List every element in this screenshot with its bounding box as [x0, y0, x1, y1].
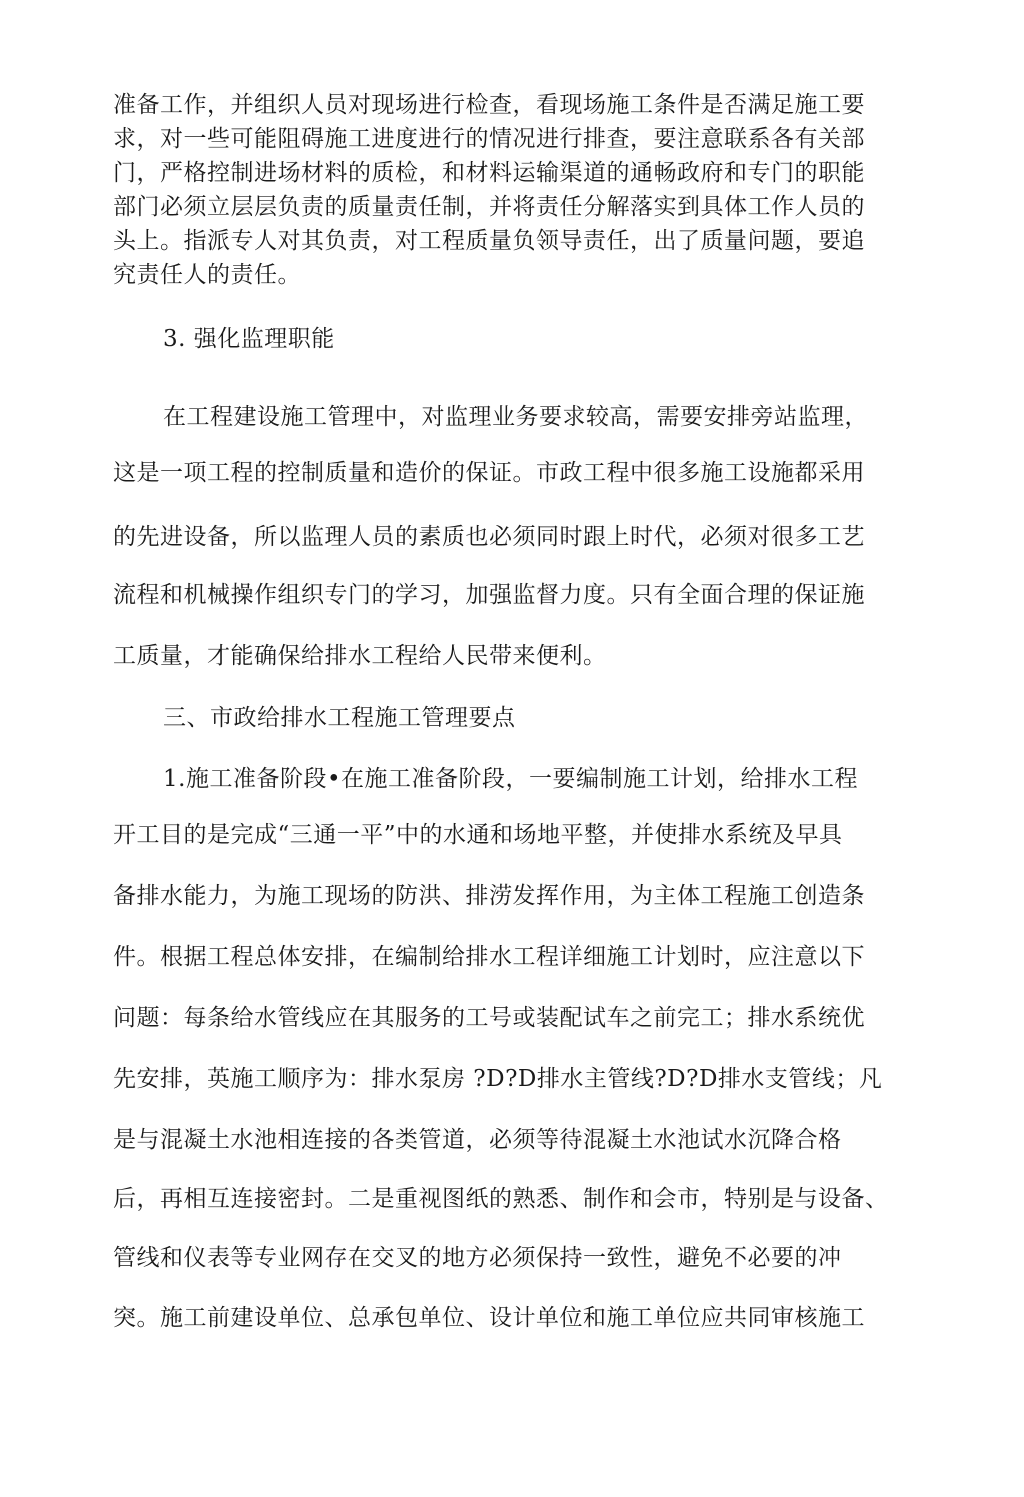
paragraph-line: 问题：每条给水管线应在其服务的工号或装配试车之前完工；排水系统优: [113, 1005, 865, 1031]
paragraph-line: 究责任人的责任。: [113, 262, 301, 288]
paragraph-line: 备排水能力，为施工现场的防洪、排涝发挥作用，为主体工程施工创造条: [113, 883, 865, 909]
paragraph-line: 管线和仪表等专业网存在交叉的地方必须保持一致性，避免不必要的冲: [113, 1245, 842, 1271]
paragraph-line: 在工程建设施工管理中，对监理业务要求较高，需要安排旁站监理，: [163, 404, 868, 430]
paragraph-line: 是与混凝土水池相连接的各类管道，必须等待混凝土水池试水沉降合格: [113, 1127, 842, 1153]
paragraph-line: 求，对一些可能阻碍施工进度进行的情况进行排查，要注意联系各有关部: [113, 126, 865, 152]
paragraph-line: 突。施工前建设单位、总承包单位、设计单位和施工单位应共同审核施工: [113, 1305, 865, 1331]
paragraph-line: 开工目的是完成“三通一平”中的水通和场地平整，并使排水系统及早具: [113, 822, 843, 848]
paragraph-line: 准备工作，并组织人员对现场进行检查，看现场施工条件是否满足施工要: [113, 92, 865, 118]
paragraph-line: 1.施工准备阶段•在施工准备阶段，一要编制施工计划，给排水工程: [163, 766, 859, 792]
paragraph-line: 件。根据工程总体安排，在编制给排水工程详细施工计划时，应注意以下: [113, 944, 865, 970]
paragraph-line: 先安排，英施工顺序为：排水泵房 ?D?D排水主管线?D?D排水支管线；凡: [113, 1066, 883, 1092]
paragraph-line: 头上。指派专人对其负责，对工程质量负领导责任，出了质量问题，要追: [113, 228, 865, 254]
paragraph-line: 部门必须立层层负责的质量责任制，并将责任分解落实到具体工作人员的: [113, 194, 865, 220]
paragraph-line: 工质量，才能确保给排水工程给人民带来便利。: [113, 643, 607, 669]
paragraph-line: 的先进设备，所以监理人员的素质也必须同时跟上时代，必须对很多工艺: [113, 524, 865, 550]
paragraph-line: 流程和机械操作组织专门的学习，加强监督力度。只有全面合理的保证施: [113, 582, 865, 608]
section-heading: 三、市政给排水工程施工管理要点: [163, 705, 516, 731]
paragraph-line: 门，严格控制进场材料的质检，和材料运输渠道的通畅政府和专门的职能: [113, 160, 865, 186]
paragraph-line: 这是一项工程的控制质量和造价的保证。市政工程中很多施工设施都采用: [113, 460, 865, 486]
section-heading: 3. 强化监理职能: [163, 326, 335, 352]
paragraph-line: 后，再相互连接密封。二是重视图纸的熟悉、制作和会市，特别是与设备、: [113, 1186, 889, 1212]
